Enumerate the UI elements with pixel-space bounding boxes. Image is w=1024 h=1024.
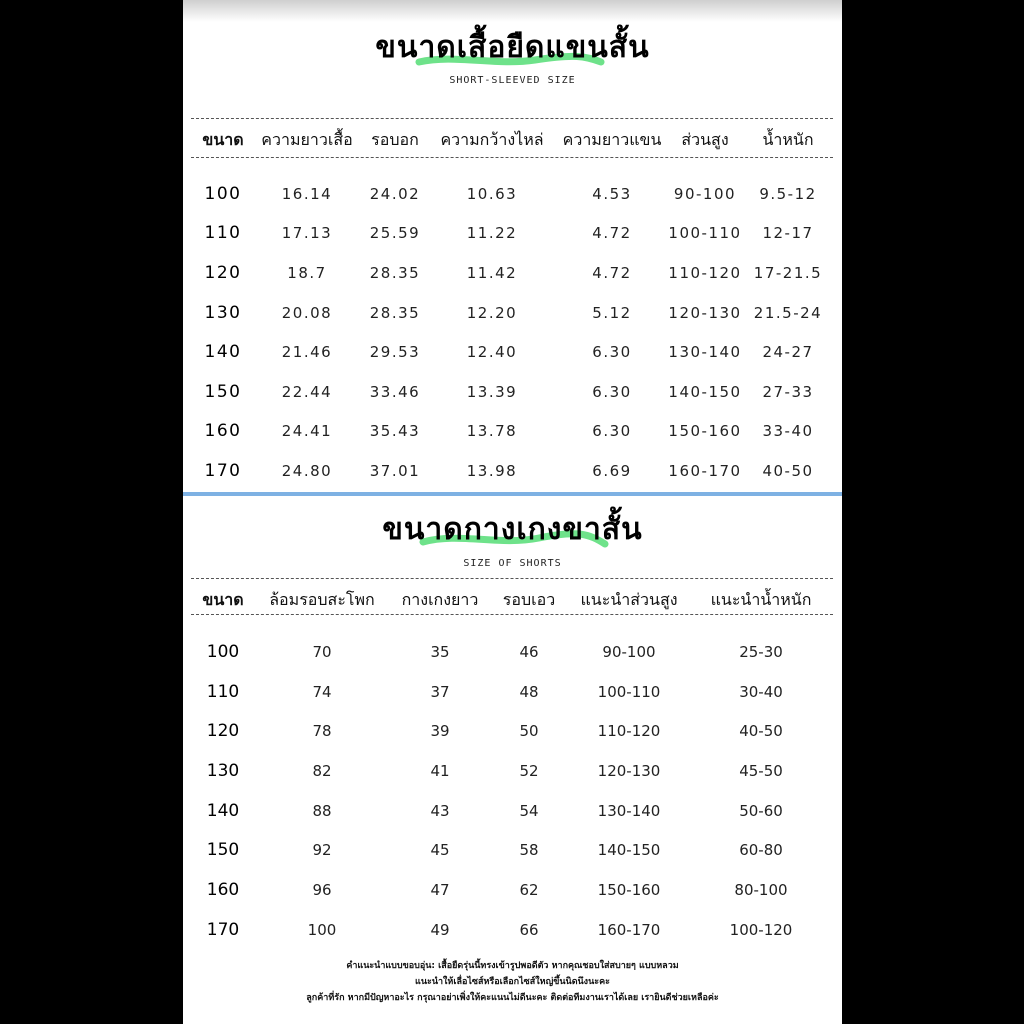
table-cell: 21.46 [281,343,333,362]
size-cell: 100 [204,183,242,204]
footnote-line: แนะนำให้เลื่อไซส์หรือเลือกไซส์ใหญ่ขึ้นนิดนึงนะคะ [415,977,610,987]
table-cell: 120-130 [668,303,742,322]
size-cell: 170 [206,919,240,940]
table-cell: 21.5-24 [753,303,823,322]
table-cell: 24.41 [281,422,333,441]
table-cell: 130-140 [597,801,661,820]
table-cell: 6.30 [592,422,632,441]
top-title: ขนาดเสื้อยืดแขนสั้น [375,30,650,65]
table-cell: 54 [519,801,539,820]
table-cell: 6.30 [592,382,632,401]
table-row [195,293,833,333]
table-cell: 12-17 [762,224,814,243]
table-cell: 45 [430,841,450,860]
table-cell: 90-100 [673,184,737,203]
table-cell: 25-30 [739,642,783,661]
column-header: รอบเอว [502,589,556,609]
table-cell: 13.78 [466,422,518,441]
table-row [195,870,835,910]
spacer-row [195,620,835,632]
table-cell: 52 [519,761,539,780]
column-header: ความกว้างไหล่ [440,129,544,149]
size-cell: 150 [204,381,242,402]
table-cell: 150-160 [668,422,742,441]
table-cell: 110-120 [668,263,742,282]
table-cell: 17-21.5 [753,263,823,282]
size-cell: 120 [206,721,240,742]
table-cell: 16.14 [281,184,333,203]
table-row [195,332,833,372]
table-cell: 33-40 [762,422,814,441]
column-header: รอบอก [371,129,419,149]
table-cell: 37 [430,682,450,701]
table-cell: 43 [430,801,450,820]
top-shadow [183,0,842,22]
table-cell: 25.59 [369,224,421,243]
table-cell: 11.42 [466,263,518,282]
table-row [195,830,835,870]
shirt-size-table [195,120,833,491]
table-cell: 82 [312,761,332,780]
column-header: ส่วนสูง [681,129,729,149]
table-cell: 24.02 [369,184,421,203]
table-cell: 66 [519,920,539,939]
table-row [195,412,833,452]
table-cell: 92 [312,841,332,860]
size-cell: 100 [206,641,240,662]
size-chart-sheet [183,0,842,1024]
table-cell: 100-110 [597,682,661,701]
table-cell: 17.13 [281,224,333,243]
table-cell: 48 [519,682,539,701]
table-cell: 30-40 [739,682,783,701]
table-cell: 24.80 [281,461,333,480]
table-cell: 20.08 [281,303,333,322]
column-header: แนะนำน้ำหนัก [710,589,812,609]
header-row [195,580,835,620]
table-cell: 58 [519,841,539,860]
table-cell: 50-60 [739,801,783,820]
table-cell: 110-120 [597,722,661,741]
size-cell: 160 [206,879,240,900]
size-cell: 160 [204,421,242,442]
table-cell: 24-27 [762,343,814,362]
table-cell: 39 [430,722,450,741]
table-cell: 47 [430,880,450,899]
table-row [195,672,835,712]
table-row [195,174,833,214]
table-cell: 40-50 [762,461,814,480]
table-cell: 49 [430,920,450,939]
size-cell: 140 [206,800,240,821]
table-cell: 78 [312,722,332,741]
column-header: ขนาด [202,129,244,149]
table-cell: 5.12 [592,303,632,322]
size-cell: 110 [204,223,242,244]
column-header: แนะนำส่วนสูง [580,589,678,609]
divider [191,578,833,579]
table-cell: 70 [312,642,332,661]
table-cell: 12.40 [466,343,518,362]
table-cell: 4.72 [592,224,632,243]
column-header: ล้อมรอบสะโพก [269,589,375,609]
table-row [195,711,835,751]
size-cell: 110 [206,681,240,702]
footnote-line: ลูกค้าที่รัก หากมีปัญหาอะไร กรุณาอย่าเพิ่งให้คะแนนไม่ดีนะคะ ติดต่อทีมงานเราได้เลย เรายินดีช่วยเหลือค่ะ [306,993,719,1003]
table-cell: 100-110 [668,224,742,243]
table-cell: 4.72 [592,263,632,282]
size-cell: 130 [206,760,240,781]
table-row [195,253,833,293]
shorts-size-table [195,580,835,950]
table-cell: 160-170 [597,920,661,939]
table-cell: 80-100 [734,880,788,899]
table-cell: 40-50 [739,722,783,741]
column-header: ความยาวเสื้อ [261,129,353,149]
table-cell: 12.20 [466,303,518,322]
table-cell: 33.46 [369,382,421,401]
table-row [195,910,835,950]
table-cell: 74 [312,682,332,701]
table-cell: 10.63 [466,184,518,203]
table-row [195,451,833,491]
table-row [195,791,835,831]
section-divider [183,492,842,496]
table-cell: 13.39 [466,382,518,401]
column-header: ขนาด [202,589,244,609]
table-cell: 18.7 [287,263,327,282]
column-header: กางเกงยาว [401,589,479,609]
table-cell: 150-160 [597,880,661,899]
table-cell: 28.35 [369,303,421,322]
table-cell: 6.30 [592,343,632,362]
size-cell: 150 [206,840,240,861]
footnote [183,958,842,1006]
bottom-title: ขนาดกางเกงขาสั้น [382,512,643,547]
table-row [195,214,833,254]
table-cell: 28.35 [369,263,421,282]
table-cell: 41 [430,761,450,780]
table-cell: 35 [430,642,450,661]
top-subtitle: SHORT-SLEEVED SIZE [449,75,576,86]
size-cell: 140 [204,342,242,363]
header-row [195,120,833,160]
column-header: น้ำหนัก [762,129,814,149]
table-cell: 100-120 [729,920,793,939]
bottom-subtitle: SIZE OF SHORTS [463,558,562,569]
table-cell: 22.44 [281,382,333,401]
table-cell: 62 [519,880,539,899]
table-cell: 29.53 [369,343,421,362]
table-cell: 45-50 [739,761,783,780]
table-cell: 140-150 [668,382,742,401]
table-cell: 4.53 [592,184,632,203]
table-cell: 88 [312,801,332,820]
table-cell: 27-33 [762,382,814,401]
table-cell: 50 [519,722,539,741]
column-header: ความยาวแขน [562,129,662,149]
table-cell: 35.43 [369,422,421,441]
spacer-row [195,160,833,174]
table-cell: 37.01 [369,461,421,480]
table-cell: 130-140 [668,343,742,362]
table-cell: 11.22 [466,224,518,243]
table-cell: 140-150 [597,841,661,860]
table-cell: 120-130 [597,761,661,780]
table-row [195,751,835,791]
table-cell: 160-170 [668,461,742,480]
table-cell: 96 [312,880,332,899]
size-cell: 170 [204,460,242,481]
table-cell: 9.5-12 [759,184,817,203]
table-row [195,372,833,412]
table-row [195,632,835,672]
footnote-line: คำแนะนำแบบขอบอุ่น: เสื้อยืดรุ่นนี้ทรงเข้ารูปพอดีตัว หากคุณชอบใส่สบายๆ แบบหลวม [346,961,679,971]
table-cell: 100 [307,920,337,939]
table-cell: 6.69 [592,461,632,480]
size-cell: 130 [204,302,242,323]
table-cell: 60-80 [739,841,783,860]
table-cell: 90-100 [602,642,656,661]
table-cell: 13.98 [466,461,518,480]
divider [191,118,833,119]
table-cell: 46 [519,642,539,661]
size-cell: 120 [204,262,242,283]
